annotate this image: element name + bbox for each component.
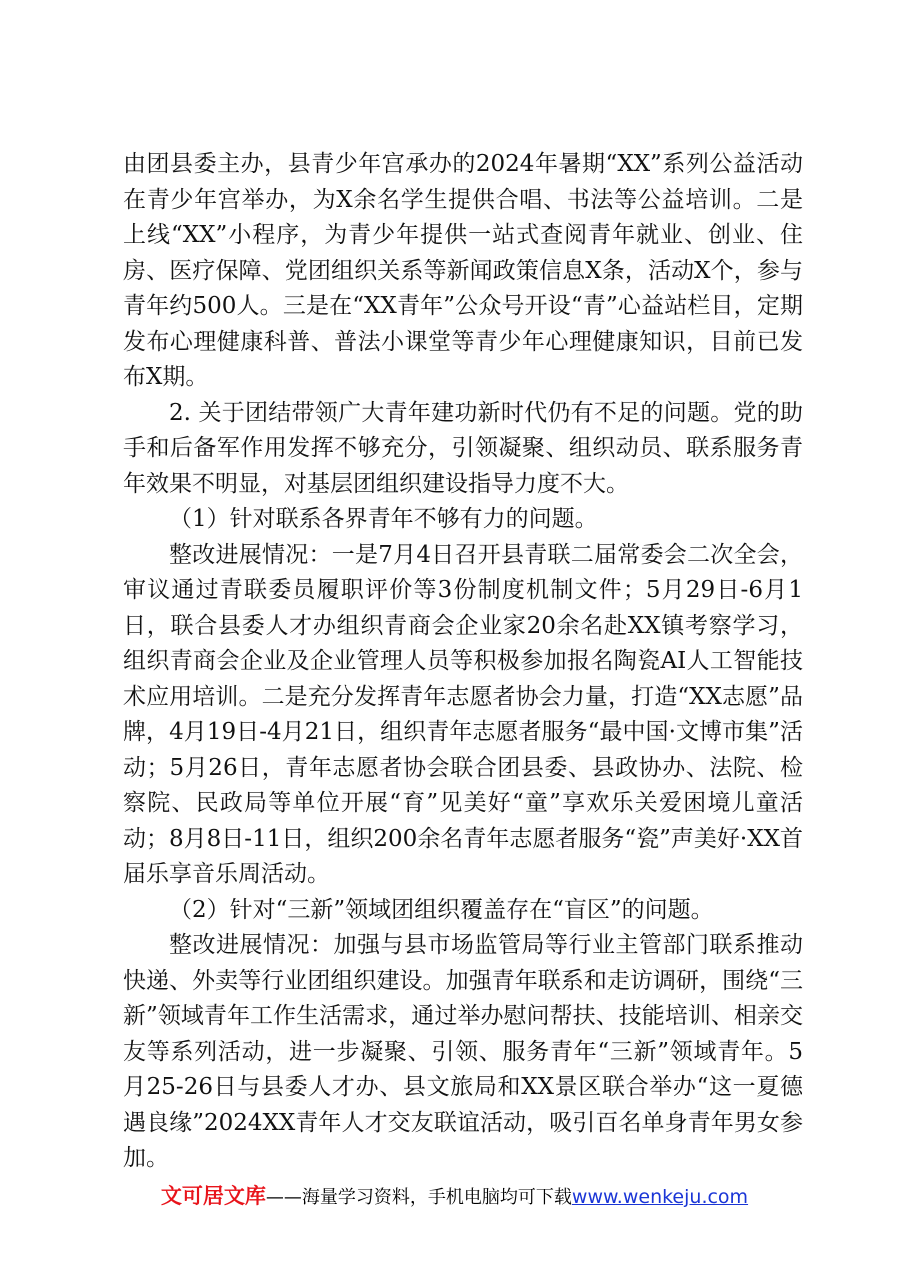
paragraph-subheading-2: （2）针对“三新”领域团组织覆盖存在“盲区”的问题。 [169, 896, 714, 923]
paragraph-progress-2: 整改进展情况：加强与县市场监管局等行业主管部门联系推动快递、外卖等行业团组织建设。加强青年联系和走访调研，围绕“三新”领域青年工作生活需求，通过举办慰问帮扶、技能培训、相亲交友等系列活动，进一步凝聚、引领、服务青年“三新”领域青年。5月25-26日与县委人才办、县文旅局和XX景区联合举办“这一夏德遇良缘”2024XX青年人才交友联谊活动，吸引百名单身青年男女参加。 [123, 932, 803, 1171]
footer-brand: 文可居文库 [160, 1184, 266, 1208]
footer-separator: —— [265, 1187, 302, 1208]
paragraph-subheading-1: （1）针对联系各界青年不够有力的问题。 [169, 506, 598, 532]
document-body [123, 147, 803, 1177]
footer-slogan: 海量学习资料，手机电脑均可下载 [301, 1187, 572, 1208]
paragraph-issue-2: 2. 关于团结带领广大青年建功新时代仍有不足的问题。党的助手和后备军作用发挥不够充分，引领凝聚、组织动员、联系服务青年效果不明显，对基层团组织建设指导力度不大。 [123, 399, 803, 497]
footer-banner [0, 1180, 909, 1210]
paragraph-progress-1: 整改进展情况：一是7月4日召开县青联二届常委会二次全会，审议通过青联委员履职评价等3份制度机制文件；5月29日-6月1日，联合县委人才办组织青商会企业家20余名赴XX镇考察学习，组织青商会企业及企业管理人员等积极参加报名陶瓷AI人工智能技术应用培训。二是充分发挥青年志愿者协会力量，打造“XX志愿”品牌，4月19日-4月21日，组织青年志愿者服务“最中国·文博市集”活动；5月26日，青年志愿者协会联合团县委、县政协办、法院、检察院、民政局等单位开展“育”见美好“童”享欢乐关爱困境儿童活动；8月8日-11日，组织200余名青年志愿者服务“瓷”声美好·XX首届乐享音乐周活动。 [123, 541, 803, 887]
paragraph-continuation: 由团县委主办，县青少年宫承办的2024年暑期“XX”系列公益活动在青少年宫举办，为X余名学生提供合唱、书法等公益培训。二是上线“XX”小程序，为青少年提供一站式查阅青年就业、创业、住房、医疗保障、党团组织关系等新闻政策信息X条，活动X个，参与青年约500人。三是在“XX青年”公众号开设“青”心益站栏目，定期发布心理健康科普、普法小课堂等青少年心理健康知识，目前已发布X期。 [123, 151, 803, 390]
footer-url-link[interactable]: www.wenkeju.com [571, 1186, 749, 1208]
